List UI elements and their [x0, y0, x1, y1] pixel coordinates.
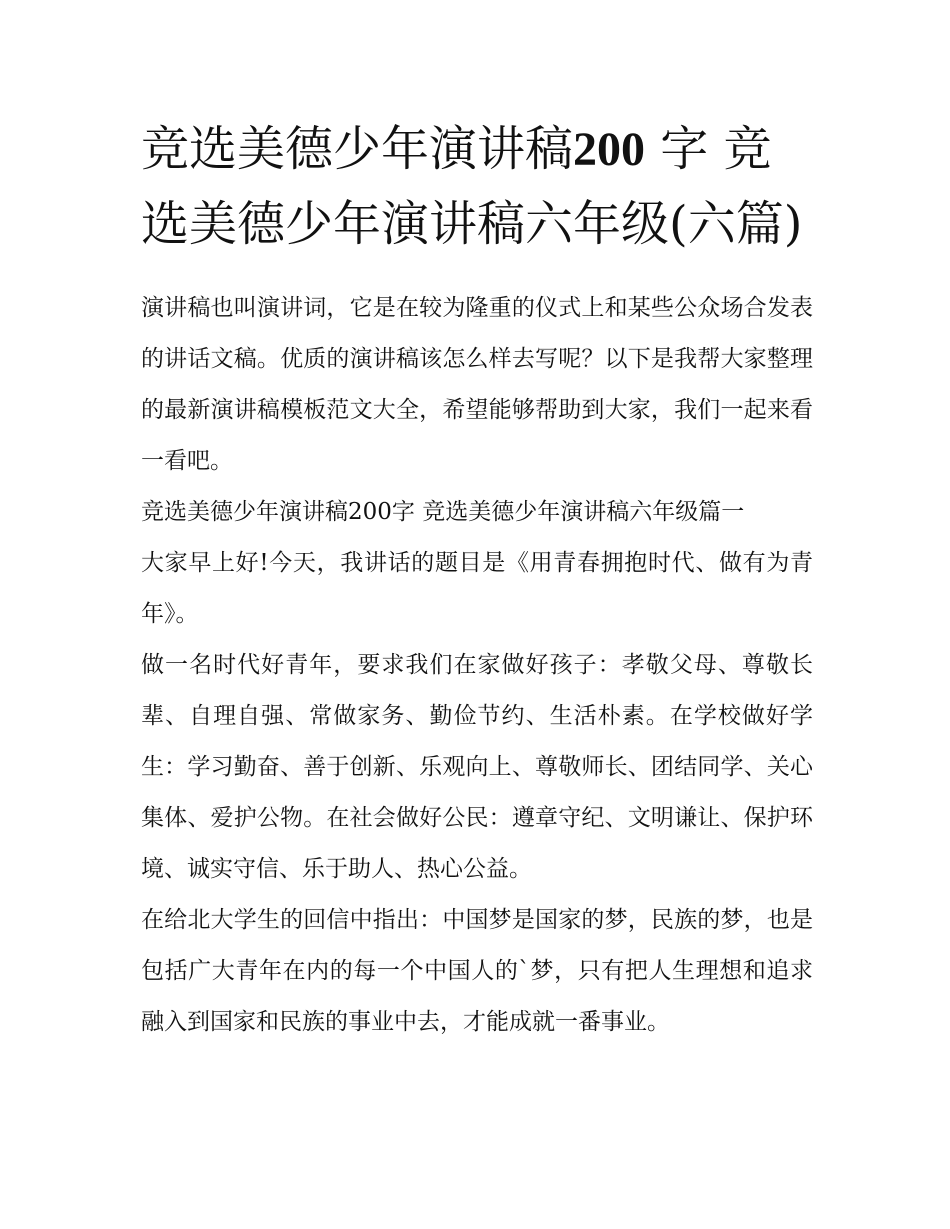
document-content: [141, 112, 813, 1048]
document-title: [141, 112, 813, 261]
paragraph-good-youth: 做一名时代好青年，要求我们在家做好孩子：孝敬父母、尊敬长辈、自理自强、常做家务、勤俭节约、生活朴素。在学校做好学生：学习勤奋、善于创新、乐观向上、尊敬师长、团结同学、关心集体、爱护公物。在社会做好公民：遵章守纪、文明谦让、保护环境、诚实守信、乐于助人、热心公益。: [141, 652, 813, 882]
paragraph-intro: 演讲稿也叫演讲词，它是在较为隆重的仪式上和某些公众场合发表的讲话文稿。优质的演讲稿该怎么样去写呢？以下是我帮大家整理的最新演讲稿模板范文大全，希望能够帮助到大家，我们一起来看一看吧。: [141, 295, 813, 474]
document-body: [141, 283, 813, 1048]
paragraph-section-heading: 竞选美德少年演讲稿200字 竞选美德少年演讲稿六年级篇一: [141, 499, 745, 525]
title-text-part1: 竞选美德少年演讲稿: [141, 121, 574, 177]
title-text-part2: 字 竞选美德少年演讲稿六年级(六篇): [141, 121, 803, 252]
paragraph-greeting: 大家早上好!今天，我讲话的题目是《用青春拥抱时代、做有为青年》。: [141, 550, 813, 627]
paragraph-chinese-dream: 在给北大学生的回信中指出：中国梦是国家的梦，民族的梦，也是包括广大青年在内的每一个中国人的`梦，只有把人生理想和追求融入到国家和民族的事业中去，才能成就一番事业。: [141, 907, 813, 1035]
title-number: 200: [573, 123, 646, 176]
